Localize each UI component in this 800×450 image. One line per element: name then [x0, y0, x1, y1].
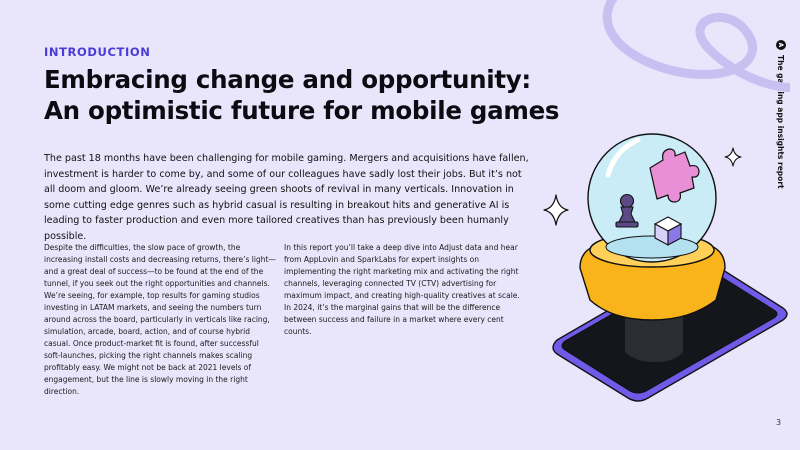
body-column-right: In this report you’ll take a deep dive into Adjust data and hear from AppLovin and SparkLabs for expert insights on implementing the right marketing mix and activating the right channels, leveraging connected TV (CTV) advertising for maximum impact, and creating high-quality creatives at scale. In 2024, it’s the marginal gains that will be the difference between success and failure in a market where every cent counts.: [284, 243, 520, 336]
title-line-1: Embracing change and opportunity:: [44, 65, 531, 94]
sparkle-small-icon: [725, 148, 741, 166]
title-line-2: An optimistic future for mobile games: [44, 96, 560, 125]
report-title-vertical: The gaming app insights report: [776, 55, 786, 189]
glass-globe-icon: [588, 134, 716, 262]
sparkle-large-icon: [544, 195, 568, 225]
swirl-decoration: [607, 0, 790, 88]
page-title: [44, 64, 564, 126]
page-number: 3: [776, 418, 782, 427]
adjust-logo-icon: A: [776, 40, 786, 50]
crystal-ball-illustration: [520, 0, 790, 450]
lead-paragraph: The past 18 months have been challenging for mobile gaming. Mergers and acquisitions have fallen, investment is harder to come by, and some of our colleagues have sadly lost their jobs. But it’s not all doom and gloom. We’re already seeing green shoots of revival in many verticals. Innovation in some cutting edge genres such as hybrid casual is resulting in breakout hits and generative AI is leading to faster production and even more tailored creatives than has previously been humanly possible.: [44, 153, 529, 242]
body-column-left: Despite the difficulties, the slow pace of growth, the increasing install costs and decreasing returns, there’s light—and a great deal of success—to be found at the end of the tunnel, if you seek out the right opportunities and channels. We’re seeing, for example, top results for gaming studios investing in LATAM markets, and seeing the numbers turn around across the board, particularly in verticals like racing, simulation, arcade, board, action, and of course hybrid casual. Once product-market fit is found, after successful soft-launches, picking the right channels makes scaling profitably easy. We might not be back at 2021 levels of engagement, but the line is slowly moving in the right direction.: [44, 243, 276, 396]
section-eyebrow: INTRODUCTION: [44, 45, 151, 59]
